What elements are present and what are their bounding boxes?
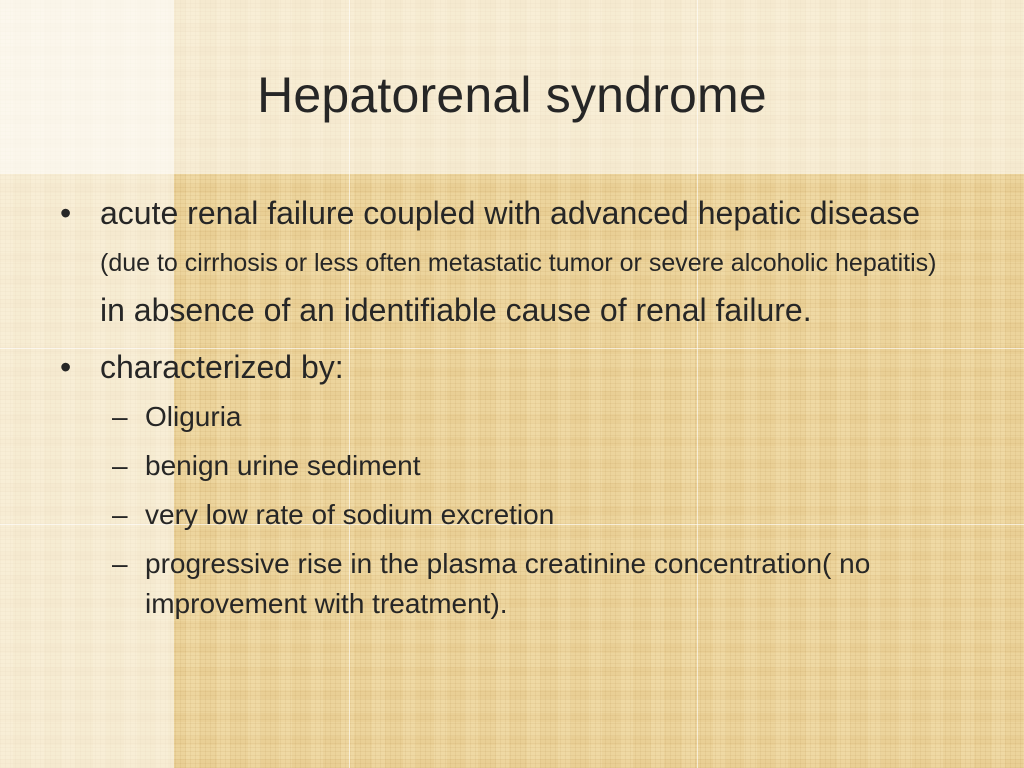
sub-bullet-marker: –	[112, 450, 128, 481]
sub-bullet-text: Oliguria	[145, 401, 242, 432]
sub-bullet-text: benign urine sediment	[145, 450, 421, 481]
bullet-text: characterized by:	[100, 349, 344, 385]
bullet-item	[60, 344, 970, 391]
bullet-item	[60, 190, 970, 334]
sub-bullet-marker: –	[112, 548, 128, 579]
sub-bullet-item	[60, 495, 970, 535]
bullet-aside-text: (due to cirrhosis or less often metastatic tumor or severe alcoholic hepatitis)	[100, 249, 937, 277]
sub-bullet-item	[60, 544, 970, 624]
sub-bullet-text: progressive rise in the plasma creatinine concentration( no improvement with treatment).	[145, 548, 871, 619]
bullet-text: acute renal failure coupled with advanced hepatic disease	[100, 195, 921, 231]
sub-bullet-marker: –	[112, 499, 128, 530]
sub-bullet-text: very low rate of sodium excretion	[145, 499, 555, 530]
sub-bullet-item	[60, 397, 970, 437]
sub-bullet-item	[60, 446, 970, 486]
sub-bullet-marker: –	[112, 401, 128, 432]
bullet-marker: •	[60, 195, 72, 231]
slide-title: Hepatorenal syndrome	[257, 67, 767, 123]
bullet-marker: •	[60, 349, 72, 385]
bullet-text-tail: in absence of an identifiable cause of renal failure.	[100, 292, 812, 328]
slide-body	[60, 190, 970, 624]
